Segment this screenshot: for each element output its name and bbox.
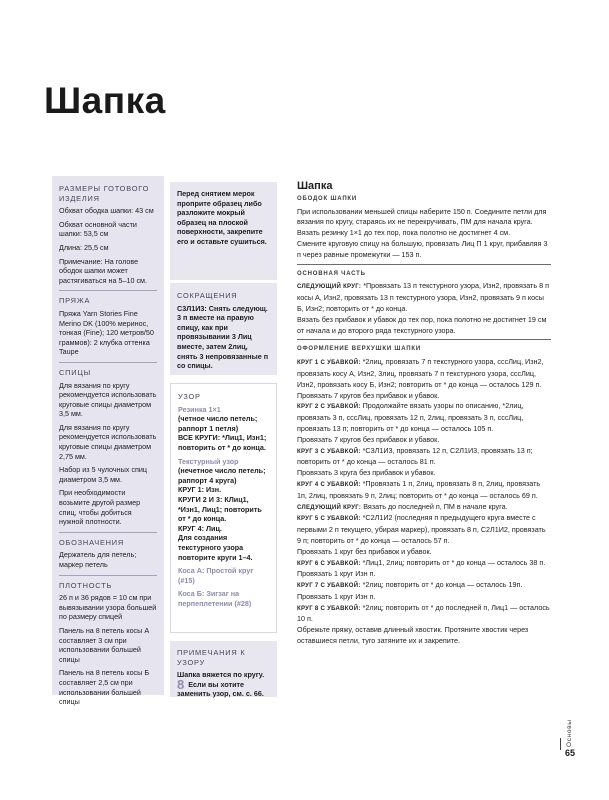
notions-heading: ОБОЗНАЧЕНИЯ	[59, 537, 125, 547]
crown-heading: ОФОРМЛЕНИЕ ВЕРХУШКИ ШАПКИ	[297, 346, 421, 353]
abbreviations-heading: СОКРАЩЕНИЯ	[177, 291, 238, 300]
body-line: Вязать без прибавок и убавок до тех пор, пока полотно не достигнет 19 см от начала и до второго ряда текстурного узора.	[297, 314, 547, 335]
round-text: *С3Л1И3, провязать 12 п, С2Л1И3, провязать 13 п; повторить от * до конца — осталось 81 п.	[297, 445, 533, 467]
page-rule	[560, 738, 561, 750]
round-text: Провязать 1 круг Изн п.	[297, 569, 376, 579]
notions-text: Держатель для петель; маркер петель	[59, 550, 137, 569]
yarn-text: Пряжа Yarn Stories Fine Merino DK (100% мериноc, тонкая (Fine); 120 метров/50 граммов): 2 клубка оттенка Taupe	[59, 308, 154, 357]
crown-list	[297, 357, 551, 647]
abbreviation-text: Снять следующ. 3 п вместе на правую спицу, как при провязывании 3 Лиц вместе, затем 2лиц, снять 3 непровязанные п со спицы.	[177, 303, 269, 371]
round-text: *2лиц; повторить от * до последней п, Лиц1 — осталось 10 п.	[297, 602, 550, 624]
crown-line	[297, 401, 551, 434]
size-line: Примечание: На голове ободок шапки может растягиваться на 5–10 см.	[59, 256, 147, 285]
crown-line	[297, 357, 551, 390]
round-text: Провязать 3 круга без прибавок и убавок.	[297, 468, 436, 478]
gauge-line: 26 п и 36 рядов = 10 см при вывязывании узора большей по размеру спицей	[59, 593, 157, 622]
divider	[59, 290, 157, 291]
gauge-line: Панель на 8 петель косы Б составляет 2,5 см при использовании большей спицы	[59, 668, 150, 707]
abbreviations-panel	[170, 283, 277, 375]
brim-line: Смените круговую спицу на большую, провязать Лиц П 1 круг, прибавляя 3 п через равные промежутки — 153 п.	[297, 238, 548, 259]
texture-repeat: (нечетное число петель; раппорт 4 круга)	[178, 466, 266, 485]
needle-line: При необходимости возьмите другой размер спиц, чтобы добиться нужной плотности.	[59, 488, 141, 527]
page-number: 65	[565, 748, 576, 758]
divider	[59, 362, 157, 363]
texture-round-4: КРУГ 4: Лиц.	[178, 523, 222, 533]
gauge-line: Панель на 8 петель косы А составляет 3 см при использовании большей спицы	[59, 625, 150, 664]
instructions	[297, 181, 551, 647]
texture-round-1: КРУГ 1: Изн.	[178, 485, 222, 495]
crown-line	[297, 580, 551, 592]
needle-line: Набор из 5 чулочных спиц диаметром 3,5 мм.	[59, 465, 147, 484]
round-label: КРУГ 1 С УБАВКОЙ:	[297, 360, 361, 367]
brim-line: Вязать резинку 1×1 до тех пор, пока полотно не достигнет 4 см.	[297, 228, 511, 238]
round-text: Провязать 1 круг без прибавок и убавок.	[297, 546, 432, 556]
round-label: КРУГ 6 С УБАВКОЙ:	[297, 560, 361, 567]
crown-line	[297, 558, 551, 570]
rib-row: ВСЕ КРУГИ: *Лиц1, Изн1; повторить от * до конца.	[178, 433, 267, 452]
pattern-heading: УЗОР	[178, 392, 201, 401]
tip-text: Если вы хотите заменить узор, см. с. 66.	[177, 679, 264, 699]
round-text: Провязать 7 кругов без прибавок и убавок.	[297, 390, 440, 400]
round-text: *2лиц; повторить от * до конца — осталось 19п.	[362, 580, 523, 590]
abbreviation-label: С3Л1И3:	[177, 303, 207, 313]
round-label: КРУГ 7 С УБАВКОЙ:	[297, 583, 361, 590]
divider	[297, 339, 551, 340]
needle-line: Для вязания по кругу рекомендуется использовать круговые спицы диаметром 3,5 мм.	[59, 380, 157, 419]
body-line	[297, 281, 551, 314]
divider	[59, 575, 157, 576]
pattern-panel	[170, 383, 277, 633]
brim-heading: ОБОДОК ШАПКИ	[297, 195, 358, 202]
cable-b-link[interactable]: Коса Б: Зигзаг на перпеплетении (#28)	[178, 589, 252, 608]
round-label: КРУГ 3 С УБАВКОЙ:	[297, 448, 361, 455]
crown-line	[297, 435, 551, 446]
round-text: *2лиц, провязать 7 п текстурного узора, сссЛиц, Изн2, провязать косу А, Изн2, 3лиц, провязать 7 п текстурного узора, сссЛиц, Изн2, провязать косу Б, Изн2; повторить от * до конца — осталось 129 п.	[297, 357, 544, 389]
round-label: КРУГ 2 С УБАВКОЙ:	[297, 404, 361, 411]
pattern-notes-heading: ПРИМЕЧАНИЯ К УЗОРУ	[177, 648, 246, 667]
crown-line	[297, 479, 551, 502]
instructions-title: Шапка	[297, 180, 333, 192]
size-line: Длина: 25,5 см	[59, 242, 109, 252]
crown-line	[297, 468, 551, 479]
needles-heading: СПИЦЫ	[59, 367, 91, 377]
pattern-notes-panel	[170, 641, 277, 697]
size-line: Обхват ободка шапки: 43 см	[59, 206, 154, 216]
sizes-panel	[52, 176, 164, 707]
round-label: КРУГ 8 С УБАВКОЙ:	[297, 605, 361, 612]
crown-line	[297, 446, 551, 469]
crown-line	[297, 569, 551, 580]
crown-line	[297, 391, 551, 402]
round-text: *Лиц1, 2лиц; повторить от * до конца — осталось 38 п.	[362, 557, 546, 567]
tip-number: 8	[177, 676, 185, 692]
round-text: Вязать до последней п, ПМ в начале круга.	[363, 501, 508, 511]
rib-repeat: (четное число петель; раппорт 1 петля)	[178, 414, 258, 433]
crown-line	[297, 592, 551, 603]
crown-line	[297, 502, 551, 514]
body-heading: ОСНОВНАЯ ЧАСТЬ	[297, 270, 366, 277]
crown-line	[297, 603, 551, 626]
round-text: *Провязать 1 п, 2лиц, провязать 8 п, 2лиц, провязать 1п, 2лиц, провязать 9 п, 2лиц; повторить от * до конца — осталось 69 п.	[297, 478, 541, 500]
page-title: Шапка	[44, 80, 166, 121]
round-text: *Провязать 13 п текстурного узора, Изн2, провязать 8 п косы А, Изн2, провязать 13 п текстурного узора, Изн2, провязать 9 п косы Б, Изн2; повторить от * до конца.	[297, 281, 549, 313]
round-text: Обрежьте пряжу, оставив длинный хвостик. Протяните хвостик через оставшиеся петли, туго затяните их и закрепите.	[297, 625, 529, 646]
sizes-heading: РАЗМЕРЫ ГОТОВОГО ИЗДЕЛИЯ	[59, 184, 150, 203]
needle-line: Для вязания по кругу рекомендуется использовать круговые спицы диаметром 2,75 мм.	[59, 422, 157, 461]
round-text: Провязать 7 кругов без прибавок и убавок.	[297, 434, 440, 444]
round-label: КРУГ 4 С УБАВКОЙ:	[297, 481, 361, 488]
round-text: *С2Л1И2 (последняя п предыдущего круга вместе с первыми 2 п текущего, убирая маркер), провязать 8 п, С2Л1И2, провязать 9 п; повторить от * до конца — осталось 57 п.	[297, 513, 546, 545]
cable-a-link[interactable]: Коса А: Простой круг (#15)	[178, 566, 254, 585]
pattern-notes-text: Шапка вяжется по кругу.	[177, 670, 265, 680]
texture-repeat-note: Для создания текстурного узора повторите круги 1–4.	[178, 533, 253, 562]
texture-round-2-3: КРУГИ 2 И 3: КЛиц1, *Изн1, Лиц1; повторить от * до конца.	[178, 494, 262, 524]
size-line: Обхват основной части шапки: 53,5 см	[59, 219, 137, 239]
brim-line: При использовании меньшей спицы наберите 150 п. Соедините петли для вязания по кругу, стараясь их не перекручивать, ПМ для начала круга.	[297, 206, 547, 227]
crown-line	[297, 547, 551, 558]
round-label: КРУГ 5 С УБАВКОЙ:	[297, 516, 361, 523]
blocking-note-text: Перед снятием мерок проприте образец либо разложите мокрый образец на плоской поверхности, закрепите его и оставьте сушиться.	[177, 189, 267, 246]
divider	[297, 264, 551, 265]
rib-title: Резинка 1×1	[178, 404, 221, 414]
yarn-heading: ПРЯЖА	[59, 296, 91, 306]
blocking-note	[170, 182, 277, 280]
divider	[59, 532, 157, 533]
round-label: СЛЕДУЮЩИЙ КРУГ:	[297, 504, 362, 511]
round-label: СЛЕДУЮЩИЙ КРУГ:	[297, 284, 362, 291]
round-text: Провязать 1 круг Изн п.	[297, 591, 376, 601]
crown-line	[297, 513, 551, 546]
texture-title: Текстурный узор	[178, 456, 239, 466]
gauge-heading: ПЛОТНОСТЬ	[59, 580, 113, 590]
section-label: Основы	[566, 719, 573, 747]
crown-line	[297, 625, 551, 647]
round-text: Продолжайте вязать узоры по описанию, *2лиц, провязать 3 п, сссЛиц, провязать 12 п, 2лиц, провязать 3 п, сссЛиц, провязать 13 п; повторить от * до конца — осталось 105 п.	[297, 401, 524, 433]
